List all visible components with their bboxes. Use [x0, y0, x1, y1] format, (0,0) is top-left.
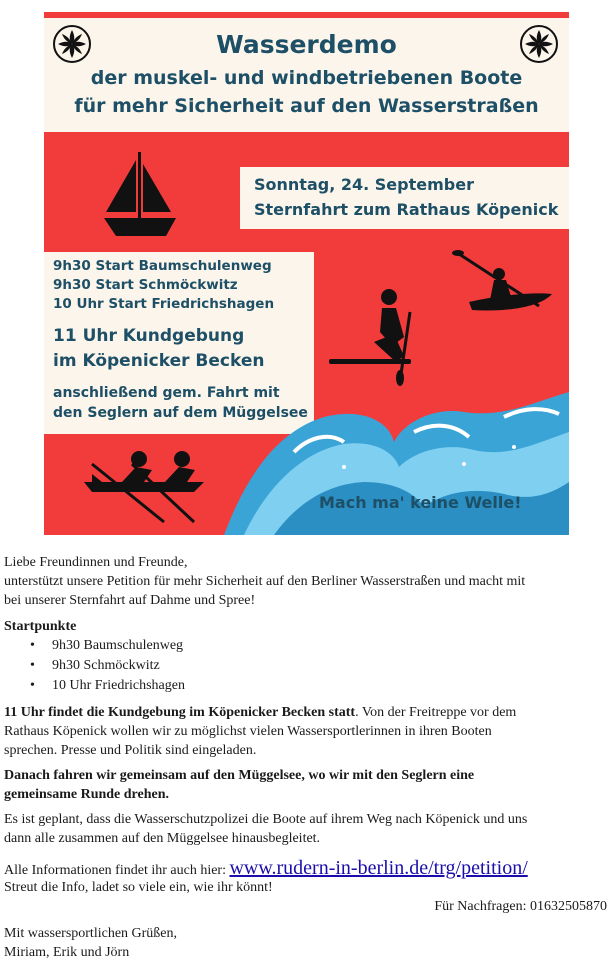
event-route: Sternfahrt zum Rathaus Köpenick — [254, 200, 559, 219]
rally-paragraph-line — [4, 703, 516, 722]
after-paragraph-line: Danach fahren wir gemeinsam auf den Müggelsee, wo wir mit den Seglern eine — [4, 768, 475, 783]
schedule-line: 9h30 Start Baumschulenweg — [53, 258, 272, 274]
greeting: Liebe Freundinnen und Freunde, — [4, 555, 188, 570]
contact-line: Für Nachfragen: 01632505870 — [434, 899, 607, 914]
poster-title: Wasserdemo — [216, 30, 397, 59]
after-paragraph-line: gemeinsame Runde drehen. — [4, 787, 170, 802]
sup-paddler-icon — [329, 289, 411, 386]
poster-illustrations — [44, 12, 569, 535]
event-poster — [44, 12, 569, 535]
schedule-line: 9h30 Start Schmöckwitz — [53, 277, 238, 293]
rowing-icon — [84, 451, 204, 522]
schedule-line: 10 Uhr Start Friedrichshagen — [53, 296, 275, 312]
intro-line: bei unserer Sternfahrt auf Dahme und Spree! — [4, 593, 256, 608]
list-item: 10 Uhr Friedrichshagen — [52, 678, 185, 693]
info-prefix: Alle Informationen findet ihr auch hier: — [4, 863, 230, 878]
poster-subtitle-1: der muskel- und windbetriebenen Boote — [90, 67, 523, 89]
rally-bold: 11 Uhr findet die Kundgebung im Köpenicker Becken statt — [4, 705, 356, 720]
after-line: den Seglern auf dem Müggelsee — [53, 405, 308, 421]
kayak-icon — [452, 250, 552, 310]
rally-rest: . Von der Freitreppe vor dem — [355, 705, 517, 720]
police-paragraph-line: Es ist geplant, dass die Wasserschutzpolizei die Boote auf ihrem Weg nach Köpenick und uns — [4, 812, 528, 827]
petition-link[interactable]: www.rudern-in-berlin.de/trg/petition/ — [229, 857, 528, 879]
list-item: 9h30 Baumschulenweg — [52, 638, 184, 653]
police-paragraph-line: dann alle zusammen auf den Müggelsee hinausbegleitet. — [4, 831, 321, 846]
startpoints-heading: Startpunkte — [4, 619, 77, 634]
sailboat-icon — [104, 152, 176, 236]
list-item: 9h30 Schmöckwitz — [52, 658, 160, 673]
poster-slogan: Mach ma' keine Welle! — [319, 493, 522, 512]
signature-line: Miriam, Erik und Jörn — [4, 945, 130, 960]
after-line: anschließend gem. Fahrt mit — [53, 385, 280, 401]
bullet-icon: • — [30, 638, 35, 653]
closing-line: Mit wassersportlichen Grüßen, — [4, 926, 178, 941]
rally-line: 11 Uhr Kundgebung — [53, 326, 245, 346]
event-date: Sonntag, 24. September — [254, 175, 474, 194]
intro-line: unterstützt unsere Petition für mehr Sicherheit auf den Berliner Wasserstraßen und macht mit — [4, 574, 526, 589]
share-line: Streut die Info, ladet so viele ein, wie ihr könnt! — [4, 880, 273, 895]
rally-paragraph-line: Rathaus Köpenick wollen wir zu möglichst vielen Wassersportlerinnen in ihren Booten — [4, 724, 492, 739]
poster-subtitle-2: für mehr Sicherheit auf den Wasserstraßen — [74, 95, 539, 117]
rally-line: im Köpenicker Becken — [53, 351, 265, 371]
rally-paragraph-line: sprechen. Presse und Politik sind eingeladen. — [4, 743, 257, 758]
bullet-icon: • — [30, 658, 35, 673]
bullet-icon: • — [30, 678, 35, 693]
wave-icon — [224, 392, 569, 535]
